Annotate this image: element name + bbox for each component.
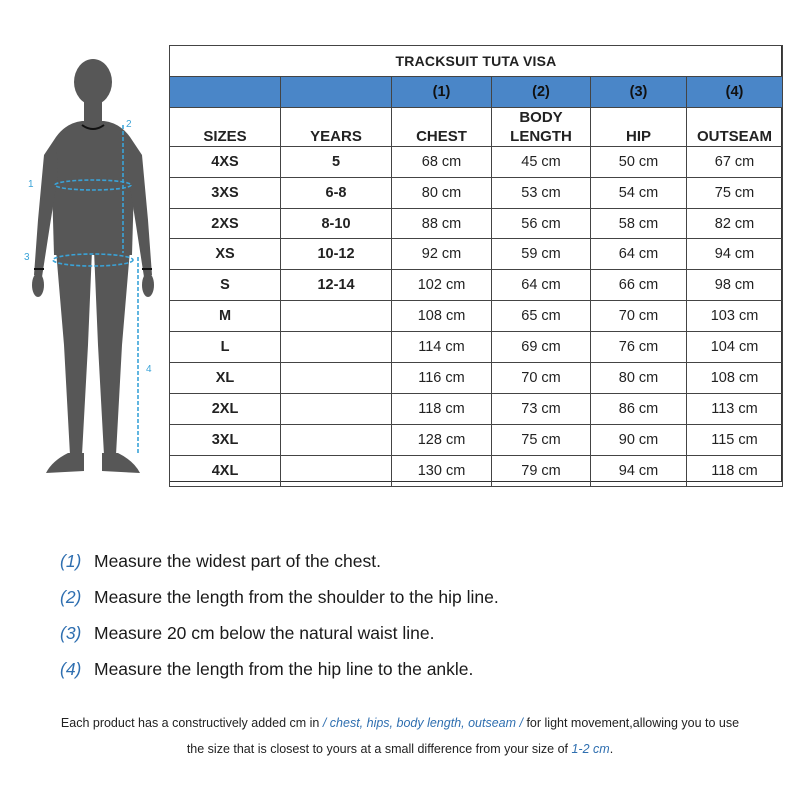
- table-title-row: [170, 46, 783, 77]
- table-title: TRACKSUIT TUTA VISA: [170, 46, 783, 77]
- years-cell: 8-10: [281, 208, 392, 239]
- size-cell: L: [170, 332, 281, 363]
- hip-cell: 86 cm: [591, 393, 687, 424]
- measurement-label-4: 4: [146, 364, 152, 375]
- chest-cell: 130 cm: [392, 455, 492, 486]
- measurement-number-row: [170, 76, 783, 107]
- size-table: [169, 45, 783, 487]
- chest-cell: 114 cm: [392, 332, 492, 363]
- chest-cell: 88 cm: [392, 208, 492, 239]
- outseam-cell: 118 cm: [687, 455, 783, 486]
- outseam-cell: 115 cm: [687, 424, 783, 455]
- outseam-cell: 103 cm: [687, 301, 783, 332]
- years-cell: [281, 332, 392, 363]
- hip-cell: 70 cm: [591, 301, 687, 332]
- outseam-cell: 104 cm: [687, 332, 783, 363]
- note-item: (2) Measure the length from the shoulder to the hip line.: [60, 587, 499, 607]
- hip-cell: 94 cm: [591, 455, 687, 486]
- body-length-cell: 73 cm: [492, 393, 591, 424]
- table-row: [170, 424, 783, 455]
- size-cell: 3XL: [170, 424, 281, 455]
- note-item: (1) Measure the widest part of the chest.: [60, 551, 381, 571]
- measurement-label-1: 1: [28, 179, 34, 190]
- hip-cell: 58 cm: [591, 208, 687, 239]
- size-rows: [170, 146, 783, 486]
- hip-cell: 50 cm: [591, 146, 687, 177]
- header-chest: CHEST: [392, 107, 492, 146]
- hip-cell: 66 cm: [591, 270, 687, 301]
- body-length-cell: 79 cm: [492, 455, 591, 486]
- outseam-cell: 94 cm: [687, 239, 783, 270]
- years-cell: 6-8: [281, 177, 392, 208]
- size-cell: XS: [170, 239, 281, 270]
- header-sizes: SIZES: [170, 107, 281, 146]
- outseam-cell: 108 cm: [687, 363, 783, 394]
- chest-cell: 108 cm: [392, 301, 492, 332]
- years-cell: [281, 301, 392, 332]
- size-cell: S: [170, 270, 281, 301]
- number-outseam: (4): [687, 76, 783, 107]
- measurement-label-2: 2: [126, 119, 132, 130]
- years-cell: [281, 424, 392, 455]
- years-cell: [281, 393, 392, 424]
- chest-cell: 92 cm: [392, 239, 492, 270]
- body-length-cell: 45 cm: [492, 146, 591, 177]
- body-figure-illustration: [16, 45, 169, 480]
- header-body-length: BODY LENGTH: [492, 107, 591, 146]
- body-length-cell: 70 cm: [492, 363, 591, 394]
- outseam-cell: 82 cm: [687, 208, 783, 239]
- hip-cell: 90 cm: [591, 424, 687, 455]
- years-cell: 10-12: [281, 239, 392, 270]
- years-cell: 5: [281, 146, 392, 177]
- size-cell: 4XS: [170, 146, 281, 177]
- hip-cell: 64 cm: [591, 239, 687, 270]
- chest-cell: 128 cm: [392, 424, 492, 455]
- body-length-cell: 69 cm: [492, 332, 591, 363]
- header-outseam: OUTSEAM: [687, 107, 783, 146]
- hip-cell: 54 cm: [591, 177, 687, 208]
- note-item: (3) Measure 20 cm below the natural waist line.: [60, 623, 435, 643]
- footer-disclaimer: Each product has a constructively added cm in / chest, hips, body length, outseam / for light movement,allowing you to use the size that is closest to yours at a small difference from your size of 1-2 cm.: [60, 716, 740, 756]
- table-row: [170, 239, 783, 270]
- chest-cell: 116 cm: [392, 363, 492, 394]
- measurement-notes: [60, 548, 780, 692]
- body-figure-panel: [16, 45, 170, 482]
- size-cell: 2XS: [170, 208, 281, 239]
- body-length-cell: 65 cm: [492, 301, 591, 332]
- outseam-cell: 98 cm: [687, 270, 783, 301]
- body-length-cell: 75 cm: [492, 424, 591, 455]
- table-row: [170, 146, 783, 177]
- note-item: (4) Measure the length from the hip line to the ankle.: [60, 659, 474, 679]
- outseam-cell: 67 cm: [687, 146, 783, 177]
- body-length-cell: 56 cm: [492, 208, 591, 239]
- years-cell: [281, 455, 392, 486]
- size-cell: 3XS: [170, 177, 281, 208]
- measurement-label-3: 3: [24, 252, 30, 263]
- years-cell: 12-14: [281, 270, 392, 301]
- table-row: [170, 270, 783, 301]
- body-length-cell: 64 cm: [492, 270, 591, 301]
- hip-cell: 76 cm: [591, 332, 687, 363]
- human-silhouette: [32, 59, 154, 473]
- chest-cell: 118 cm: [392, 393, 492, 424]
- table-row: [170, 177, 783, 208]
- size-cell: M: [170, 301, 281, 332]
- table-row: [170, 301, 783, 332]
- table-row: [170, 455, 783, 486]
- chest-cell: 68 cm: [392, 146, 492, 177]
- years-cell: [281, 363, 392, 394]
- table-row: [170, 332, 783, 363]
- header-hip: HIP: [591, 107, 687, 146]
- table-row: [170, 393, 783, 424]
- table-row: [170, 208, 783, 239]
- number-chest: (1): [392, 76, 492, 107]
- size-cell: XL: [170, 363, 281, 394]
- body-length-cell: 53 cm: [492, 177, 591, 208]
- number-hip: (3): [591, 76, 687, 107]
- table-row: [170, 363, 783, 394]
- table-header-row: [170, 107, 783, 146]
- size-cell: 2XL: [170, 393, 281, 424]
- size-cell: 4XL: [170, 455, 281, 486]
- outseam-cell: 75 cm: [687, 177, 783, 208]
- chest-cell: 80 cm: [392, 177, 492, 208]
- header-years: YEARS: [281, 107, 392, 146]
- hip-cell: 80 cm: [591, 363, 687, 394]
- number-body-length: (2): [492, 76, 591, 107]
- chest-cell: 102 cm: [392, 270, 492, 301]
- body-length-cell: 59 cm: [492, 239, 591, 270]
- outseam-cell: 113 cm: [687, 393, 783, 424]
